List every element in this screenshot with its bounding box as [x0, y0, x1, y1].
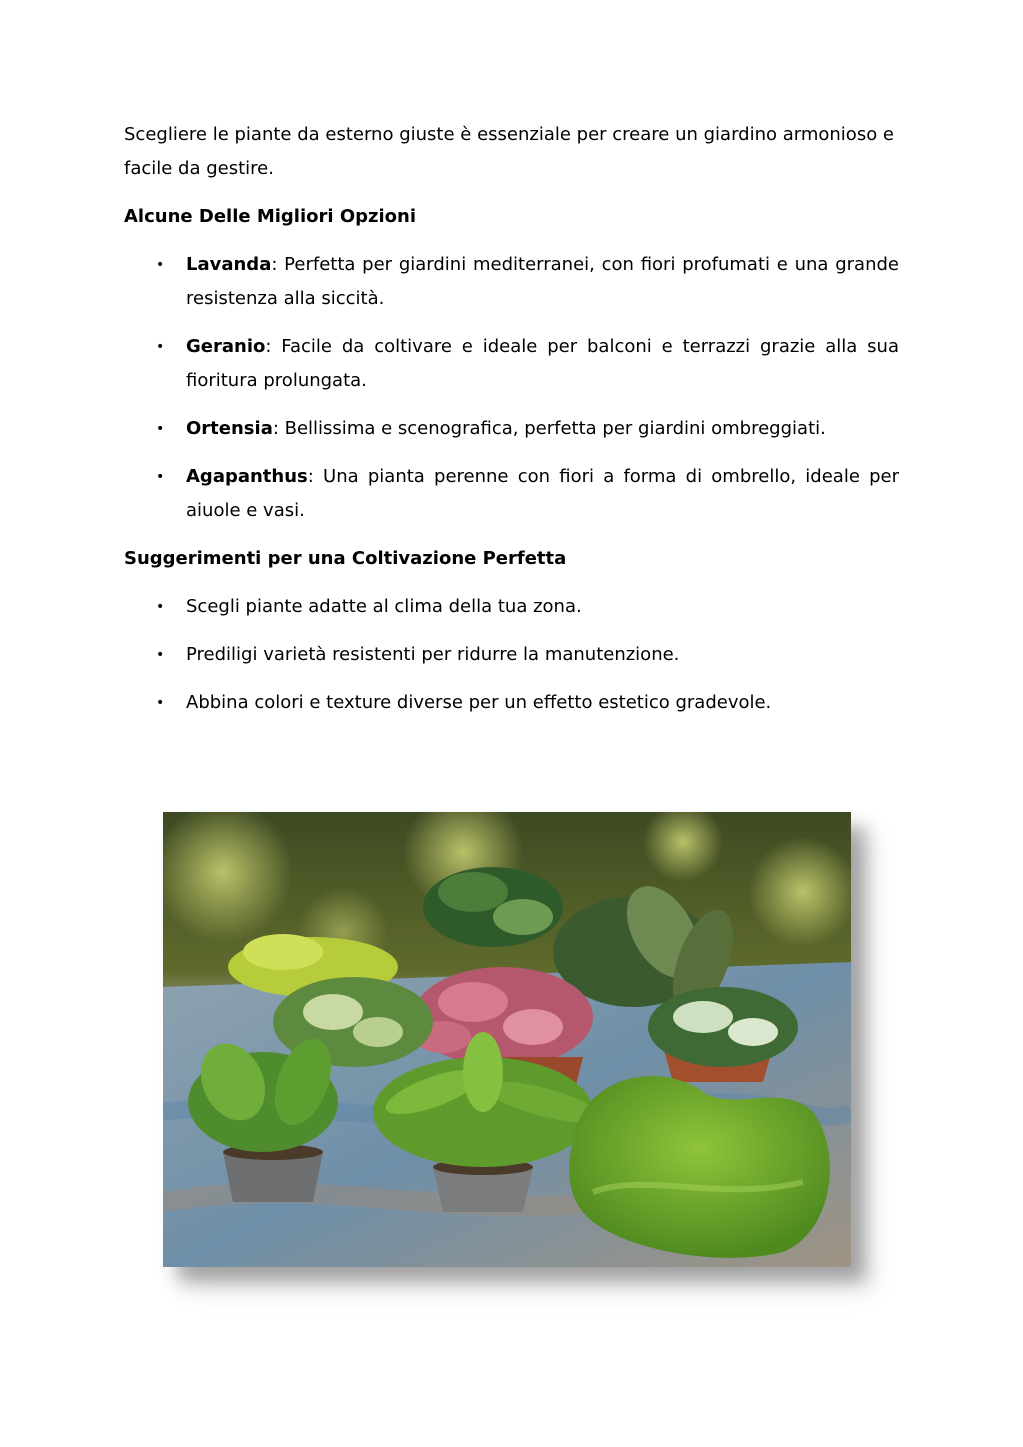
plant-name: Ortensia [186, 418, 273, 439]
bullet-icon: • [156, 599, 165, 615]
list-item [124, 330, 899, 398]
plant-name: Agapanthus [186, 466, 308, 487]
plant-description: : Bellissima e scenografica, perfetta per giardini ombreggiati. [272, 418, 826, 439]
tip-text: Prediligi varietà resistenti per ridurre la manutenzione. [186, 644, 680, 665]
plant-name: Geranio [186, 336, 266, 357]
plants-photo [163, 812, 851, 1267]
plant-description: : Facile da coltivare e ideale per balconi e terrazzi grazie alla sua fioritura prolungata. [186, 336, 899, 391]
tip-text: Scegli piante adatte al clima della tua zona. [186, 596, 582, 617]
plant-description: : Perfetta per giardini mediterranei, con fiori profumati e una grande resistenza alla siccità. [186, 254, 899, 309]
plant-name: Lavanda [186, 254, 272, 275]
bullet-icon: • [156, 257, 165, 273]
plant-description: : Una pianta perenne con fiori a forma di ombrello, ideale per aiuole e vasi. [186, 466, 899, 521]
tip-text: Abbina colori e texture diverse per un effetto estetico gradevole. [186, 692, 772, 713]
section-heading-options: Alcune Delle Migliori Opzioni [124, 206, 417, 227]
list-item [124, 248, 899, 316]
bullet-icon: • [156, 339, 165, 355]
section-heading-tips: Suggerimenti per una Coltivazione Perfetta [124, 548, 567, 569]
list-item [124, 638, 899, 672]
bullet-icon: • [156, 469, 165, 485]
tips-list [124, 590, 899, 720]
bullet-icon: • [156, 647, 165, 663]
list-item [124, 590, 899, 624]
bullet-icon: • [156, 421, 165, 437]
plants-photo-icon [163, 812, 851, 1267]
intro-paragraph: Scegliere le piante da esterno giuste è essenziale per creare un giardino armonioso e facile da gestire. [124, 124, 895, 179]
list-item [124, 686, 899, 720]
options-list [124, 248, 899, 528]
list-item [124, 412, 899, 446]
list-item [124, 460, 899, 528]
document-body [124, 118, 899, 734]
bullet-icon: • [156, 695, 165, 711]
